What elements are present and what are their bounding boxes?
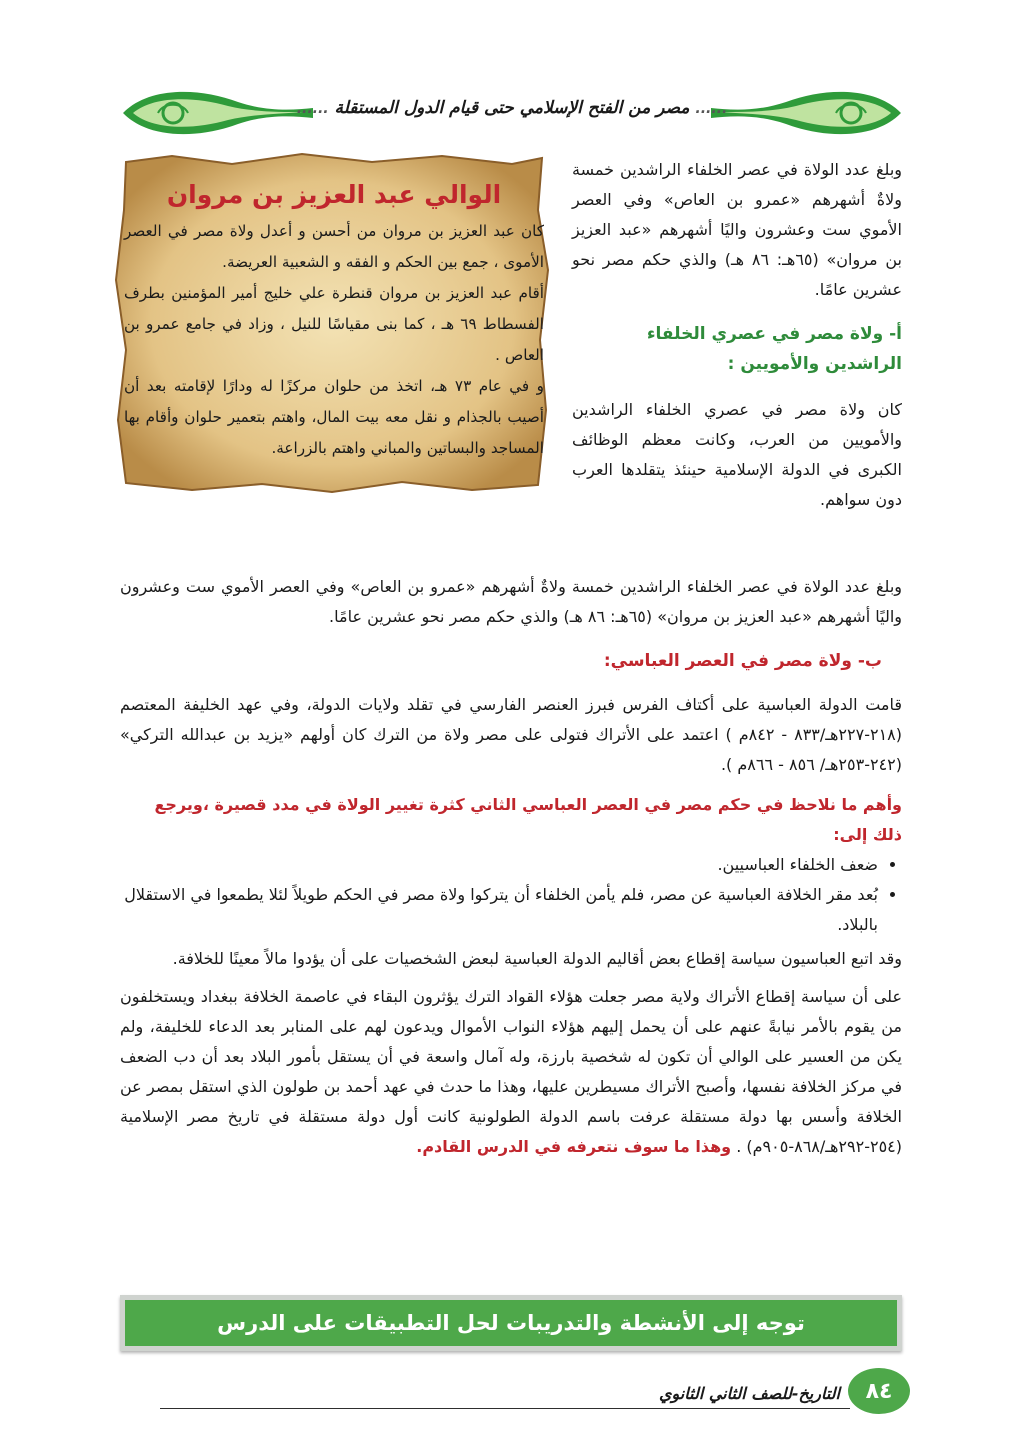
footer-divider: [160, 1408, 850, 1409]
body-section: [120, 572, 902, 1162]
paragraph-iqta-policy: وقد اتبع العباسيون سياسة إقطاع بعض أقاليم الدولة العباسية لبعض الشخصيات على أن يؤدوا مالاً معينًا للخلافة.: [172, 949, 902, 968]
scroll-paragraph-2: أقام عبد العزيز بن مروان قنطرة علي خليج أمير المؤمنين بطرف الفسطاط ٦٩ هـ ، كما بنى مقياسًا للنيل ، وزاد في جامع عمرو بن العاص .: [124, 284, 544, 364]
footer-subject: التاريخ-للصف الثاني الثانوي: [659, 1384, 840, 1403]
right-column: [572, 155, 902, 515]
parchment-box: [112, 150, 552, 495]
reasons-list: [120, 850, 902, 940]
paragraph-tulunid: على أن سياسة إقطاع الأتراك ولاية مصر جعلت هؤلاء القواد الترك يؤثرون البقاء في عاصمة الخلافة ببغداد ويستخلفون من يقوم بالأمر نيابةً عنهم على أن يحمل إليهم هؤلاء النواب الأموال ويدعون لهم على المنابر بعد الدعاء للخليفة، ولم يكن من العسير على الوالي أن تكون له شخصية بارزة، وله آمال واسعة في أن يستقل بأمور البلاد بعد أن دب الضعف في مركز الخلافة نفسها، وأصبح الأتراك مسيطرين عليها، وهذا ما حدث في عهد أحمد بن طولون الذي استقل بمصر عن الخلافة وأسس بها دولة مستقلة عرفت باسم الدولة الطولونية كانت أول دولة مستقلة في تاريخ مصر الإسلامية (٢٥٤-٢٩٢هـ/٨٦٨-٩٠٥م) . وهذا ما سوف نتعرفه في الدرس القادم.: [120, 987, 902, 1156]
paragraph-arab-governors: كان ولاة مصر في عصري الخلفاء الراشدين والأمويين من العرب، وكانت معظم الوظائف الكبرى في الدولة الإسلامية حينئذ يتقلدها العرب دون سواهم.: [572, 400, 902, 509]
page-number: ٨٤: [848, 1368, 910, 1414]
scroll-paragraph-1: كان عبد العزيز بن مروان من أحسن و أعدل ولاة مصر في العصر الأموى ، جمع بين الحكم و الفقه و الشعبية العريضة.: [124, 222, 544, 271]
paragraph-governors-count: وبلغ عدد الولاة في عصر الخلفاء الراشدين خمسة ولاةٌ أشهرهم «عمرو بن العاص» وفي العصر الأموي ست وعشرون واليًا أشهرهم «عبد العزيز بن مروان» (٦٥هـ: ٨٦ هـ) والذي حكم مصر نحو عشرين عامًا.: [572, 160, 903, 299]
note-frequent-changes: وأهم ما نلاحظ في حكم مصر في العصر العباسي الثاني كثرة تغيير الولاة في مدد قصيرة ،ويرجع ذلك إلى:: [154, 795, 902, 844]
list-item: • ضعف الخلفاء العباسيين.: [120, 850, 878, 880]
banner-text: توجه إلى الأنشطة والتدريبات لحل التطبيقات على الدرس: [217, 1311, 805, 1335]
heading-abbasid: ب- ولاة مصر في العصر العباسي:: [603, 651, 882, 671]
scroll-paragraph-3: و في عام ٧٣ هـ، اتخذ من حلوان مركزًا له ودارًا لإقامته بعد أن أصيب بالجذام و نقل معه بيت المال، واهتم بتعمير حلوان وأقام بها المساجد والبساتين والمباني واهتم بالزراعة.: [124, 377, 544, 457]
header-title: ...... مصر من الفتح الإسلامي حتى قيام الدول المستقلة ......: [296, 98, 728, 118]
heading-rashidun-umayyad: أ- ولاة مصر في عصري الخلفاء الراشدين والأمويين :: [646, 324, 902, 374]
list-item: • بُعد مقر الخلافة العباسية عن مصر، فلم يأمن الخلفاء أن يتركوا ولاة مصر في الحكم طويلاً لئلا يطمعوا في الاستقلال بالبلاد.: [120, 880, 878, 940]
paragraph-governors-repeat: وبلغ عدد الولاة في عصر الخلفاء الراشدين خمسة ولاةٌ أشهرهم «عمرو بن العاص» وفي العصر الأموي ست وعشرون واليًا أشهرهم «عبد العزيز بن مروان» (٦٥هـ: ٨٦ هـ) والذي حكم مصر نحو عشرين عامًا.: [120, 577, 902, 626]
paragraph-abbasid-state: قامت الدولة العباسية على أكتاف الفرس فبرز العنصر الفارسي في تقلد ولايات الدولة، وفي عهد الخليفة المعتصم (٢١٨-٢٢٧هـ/٨٣٣ - ٨٤٢م ) اعتمد على الأتراك فتولى على مصر ولاة من الترك كان أولهم «يزيد بن عبدالله التركي» (٢٤٢-٢٥٣هـ/ ٨٥٦ - ٨٦٦م ).: [120, 695, 902, 774]
scroll-title: الوالي عبد العزيز بن مروان: [166, 180, 502, 209]
activities-banner[interactable]: [120, 1295, 902, 1351]
next-lesson-note: وهذا ما سوف نتعرفه في الدرس القادم.: [416, 1137, 732, 1156]
